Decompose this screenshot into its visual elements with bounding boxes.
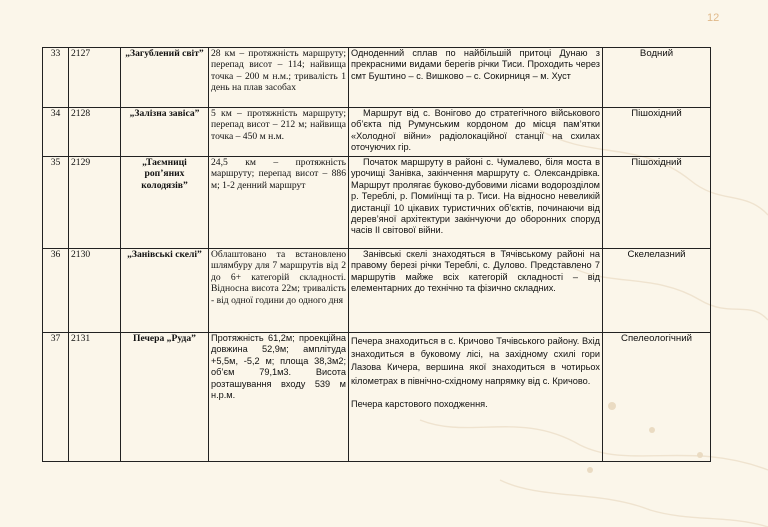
route-name: Печера „Руда” <box>121 333 209 462</box>
route-name: „Залізна завіса” <box>121 108 209 157</box>
route-code: 2128 <box>69 108 121 157</box>
route-code: 2127 <box>69 48 121 108</box>
route-description <box>349 333 603 462</box>
row-number: 35 <box>43 157 69 249</box>
route-description-text: Печера знаходиться в с. Кричово Тячівського району. Вхід знаходиться в буковому лісі, на західному схилі гори Лазова Кичера, вершина якої знаходиться в чотирьох кілометрах в північно-східному напрямку від с. Кричово. <box>351 336 600 386</box>
route-description <box>349 157 603 249</box>
route-description-note: Печера карстового походження. <box>351 398 488 409</box>
routes-table <box>42 47 711 462</box>
route-name: „Занівські скелі” <box>121 249 209 333</box>
route-type: Скелелазний <box>603 249 711 333</box>
row-number: 33 <box>43 48 69 108</box>
row-number: 37 <box>43 333 69 462</box>
route-parameters: 5 км – протяжність маршруту; перепад висот – 212 м; найвища точка – 450 м н.м. <box>209 108 349 157</box>
table-row <box>43 48 711 108</box>
route-parameters: Облаштовано та встановлено шлямбуру для 7 маршрутів від 2 до 6+ категорій складності. Відносна висота 22м; тривалість - від одної години до одного дня <box>209 249 349 333</box>
route-description <box>349 108 603 157</box>
route-type: Водний <box>603 48 711 108</box>
route-description-text: Занівські скелі знаходяться в Тячівському районі на правому березі річки Тереблі, с. Дулово. Представлено 7 маршрутів майже всіх категорій складності – від елементарних до технічно та фізично складних. <box>351 249 600 294</box>
route-code: 2130 <box>69 249 121 333</box>
table-row <box>43 249 711 333</box>
route-type: Пішохідний <box>603 157 711 249</box>
table-row <box>43 108 711 157</box>
route-name: „Таємниці роп’яних колодязів” <box>121 157 209 249</box>
route-type: Пішохідний <box>603 108 711 157</box>
route-description: Одноденний сплав по найбільшій притоці Дунаю з прекрасними видами берегів річки Тиси. Проходить через смт Буштино – с. Вишково – с. Сокирниця – м. Хуст <box>349 48 603 108</box>
route-parameters: Протяжність 61,2м; проекційна довжина 52,9м; амплітуда +5,5м, -5,2 м; площа 38,3м2; об’єм 79,1м3. Висота розташування входу 539 м н.р.м. <box>209 333 349 462</box>
page-number: 12 <box>707 12 720 24</box>
row-number: 34 <box>43 108 69 157</box>
route-parameters: 24,5 км – протяжність маршруту; перепад висот – 886 м; 1-2 денний маршрут <box>209 157 349 249</box>
route-description <box>349 249 603 333</box>
route-code: 2129 <box>69 157 121 249</box>
table-row <box>43 333 711 462</box>
route-name: „Загублений світ” <box>121 48 209 108</box>
route-code: 2131 <box>69 333 121 462</box>
row-number: 36 <box>43 249 69 333</box>
route-description-text: Початок маршруту в районі с. Чумалево, біля моста в урочищі Занівка, закінчення маршруту с. Олександрівка. Маршрут пролягає буково-дубовими лісами водорозділом р. Тереблі, р. Помиїнщі та р. Тиси. На відносно невеликій дистанції 10 цікавих туристичних об’єктів, починаючи від дерев’яної архітектури закінчуючи до оборонних споруд часів ІІ світової війни. <box>351 157 600 236</box>
route-type: Спелеологічний <box>603 333 711 462</box>
table-row <box>43 157 711 249</box>
route-description-text: Маршрут від с. Вонігово до стратегічного військового об’єкта під Румунським кордоном до місця пам’ятки «Холодної війни» радіолокаційної станції на схилах оточуючих гір. <box>351 108 600 153</box>
route-parameters: 28 км – протяжність маршруту; перепад висот – 114; найвища точка – 200 м н.м.; тривалість 1 день на плав засобах <box>209 48 349 108</box>
